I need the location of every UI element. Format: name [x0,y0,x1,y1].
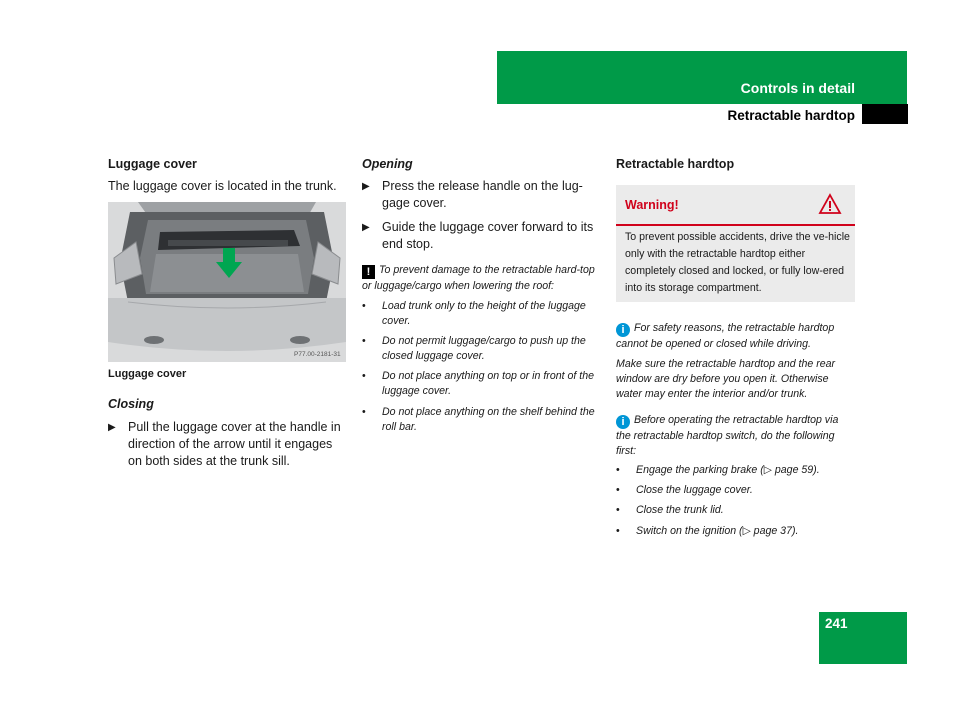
info-icon: i [616,323,630,337]
luggage-cover-intro: The luggage cover is located in the trunk. [108,179,337,193]
notice-bullet-3: • Do not place anything on top or in front of the luggage cover. [362,370,595,397]
opening-step-2: ▶ Guide the luggage cover forward to its end stop. [362,220,594,251]
step-arrow-icon: ▶ [362,222,370,233]
warning-divider [616,224,855,226]
notice-bullet-4: • Do not place anything on the shelf behind the roll bar. [362,406,595,433]
notice-bullet-1: • Load trunk only to the height of the luggage cover. [362,300,586,327]
warning-label: Warning! [625,198,679,212]
luggage-cover-heading: Luggage cover [108,157,197,171]
warning-triangle-icon [818,193,842,215]
damage-notice: ! To prevent damage to the retractable hard-top or luggage/cargo when lowering the roof: [362,264,595,292]
image-code: P77.00-2181-31 [294,351,341,358]
info-icon: i [616,415,630,429]
warning-text: To prevent possible accidents, drive the ve-hicle only with the retractable hardtop either completely closed and locked, or fully low-ered into its storage compartment. [625,231,850,294]
notice-bullet-2: • Do not permit luggage/cargo to push up the closed luggage cover. [362,335,586,362]
prep-bullet-3: • Close the trunk lid. [616,504,724,516]
step-arrow-icon: ▶ [362,181,370,192]
info-note-2: i Before operating the retractable hardtop via the retractable hardtop switch, do the following first: [616,414,839,457]
step-arrow-icon: ▶ [108,422,116,433]
header-tab-marker [862,104,908,124]
opening-heading: Opening [362,157,413,171]
retractable-hardtop-heading: Retractable hardtop [616,157,735,171]
page-number: 241 [825,616,848,631]
prep-bullet-2: • Close the luggage cover. [616,484,753,496]
exclamation-icon: ! [362,265,375,279]
header-band [497,51,907,104]
luggage-cover-photo [108,202,346,362]
section-title: Controls in detail [740,80,855,96]
opening-step-1: ▶ Press the release handle on the lug-gage cover. [362,179,583,210]
closing-step: ▶ Pull the luggage cover at the handle in direction of the arrow until it engages on both sides at the trunk sill. [108,420,341,468]
info-note-1: i For safety reasons, the retractable hardtop cannot be opened or closed while driving. [616,322,835,350]
subsection-title: Retractable hardtop [727,108,855,123]
image-caption: Luggage cover [108,368,187,380]
prep-bullet-1: • Engage the parking brake (▷ page 59). [616,464,820,476]
closing-heading: Closing [108,397,154,411]
dry-paragraph: Make sure the retractable hardtop and the rear window are dry before you open it. Otherwise water may enter the interior and/or trunk. [616,358,836,400]
prep-bullet-4: • Switch on the ignition (▷ page 37). [616,525,799,537]
